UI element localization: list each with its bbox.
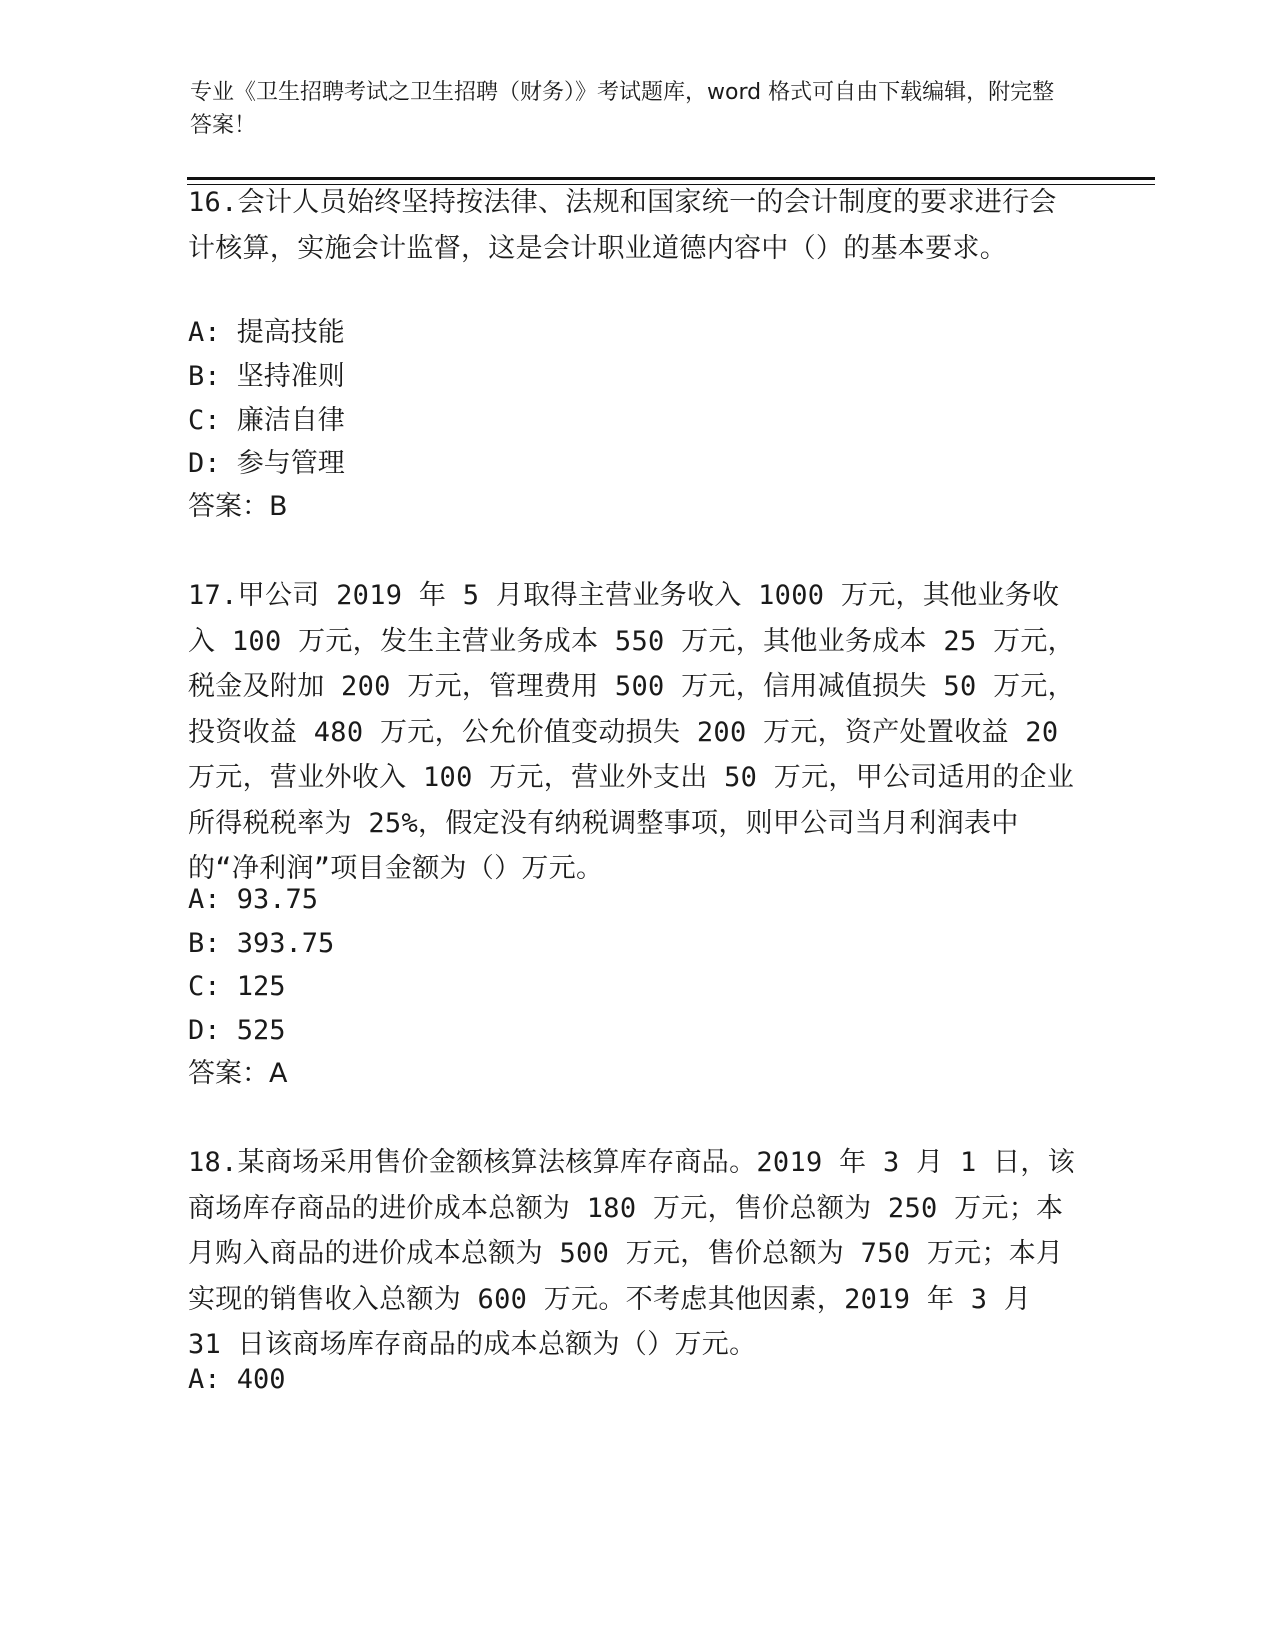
question-16-answer: 答案：B	[188, 491, 288, 522]
question-18-option-a: A: 400	[188, 1364, 286, 1395]
document-header: 专业《卫生招聘考试之卫生招聘（财务）》考试题库，word 格式可自由下载编辑，附完整答案！	[190, 80, 1055, 138]
question-17-number: 17.	[188, 580, 238, 611]
question-17-option-c: C: 125	[188, 971, 286, 1002]
question-18-body: 某商场采用售价金额核算法核算库存商品。2019 年 3 月 1 日，该商场库存商品的进价成本总额为 180 万元，售价总额为 250 万元；本月购入商品的进价成本总额为 500 万元，售价总额为 750 万元；本月实现的销售收入总额为 600 万元。不考虑其他因素，2019 年 3 月 31 日该商场库存商品的成本总额为（）万元。	[188, 1147, 1075, 1360]
question-16-option-c: C: 廉洁自律	[188, 405, 345, 436]
question-16-number: 16.	[188, 187, 238, 218]
question-17-option-d: D: 525	[188, 1015, 286, 1046]
question-16-option-a: A: 提高技能	[188, 317, 345, 348]
question-16-option-b: B: 坚持准则	[188, 361, 345, 392]
question-16-body: 会计人员始终坚持按法律、法规和国家统一的会计制度的要求进行会计核算，实施会计监督，这是会计职业道德内容中（）的基本要求。	[188, 187, 1057, 264]
question-17-answer: 答案：A	[188, 1058, 288, 1089]
question-17-option-a: A: 93.75	[188, 884, 319, 915]
question-17-option-b: B: 393.75	[188, 928, 335, 959]
question-18-text	[188, 1140, 1078, 1368]
question-16-option-d: D: 参与管理	[188, 448, 345, 479]
question-17-body: 甲公司 2019 年 5 月取得主营业务收入 1000 万元，其他业务收入 100 万元，发生主营业务成本 550 万元，其他业务成本 25 万元，税金及附加 200 万元，管理费用 500 万元，信用减值损失 50 万元，投资收益 480 万元，公允价值变动损失 200 万元，资产处置收益 20 万元，营业外收入 100 万元，营业外支出 50 万元，甲公司适用的企业所得税税率为 25%，假定没有纳税调整事项，则甲公司当月利润表中的“净利润”项目金额为（）万元。	[188, 580, 1075, 884]
question-16-text	[188, 180, 1078, 271]
question-18-number: 18.	[188, 1147, 238, 1178]
question-17-text	[188, 573, 1078, 892]
